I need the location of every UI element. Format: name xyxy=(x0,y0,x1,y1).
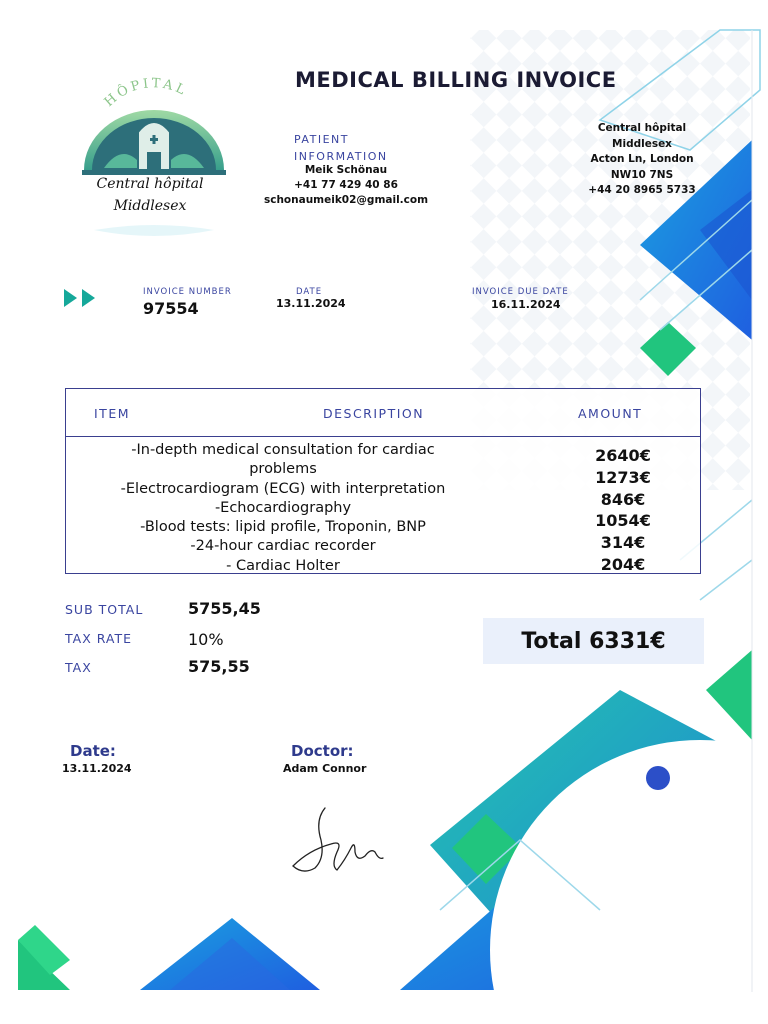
patient-email: schonaumeik02@gmail.com xyxy=(263,194,429,206)
logo-caption-line1: Central hôpital xyxy=(96,176,204,192)
description-line: -In-depth medical consultation for cardiac xyxy=(131,442,435,458)
patient-details xyxy=(262,163,430,208)
invoice-number-label: INVOICE NUMBER xyxy=(143,287,232,297)
footer-date-label: Date: xyxy=(70,742,116,760)
invoice-date-label: DATE xyxy=(296,287,323,297)
hospital-address xyxy=(586,121,698,199)
table-header-divider xyxy=(66,436,700,437)
column-header-item: ITEM xyxy=(94,406,131,421)
doctor-signature xyxy=(285,800,395,880)
hospital-address-line1: Acton Ln, London xyxy=(590,153,694,165)
description-line: problems xyxy=(249,461,317,478)
description-line: -24-hour cardiac recorder xyxy=(190,538,376,555)
logo-caption xyxy=(70,173,230,217)
description-line: -Echocardiography xyxy=(214,499,352,516)
amount-value: 1273€ xyxy=(595,467,651,487)
amount-value: 314€ xyxy=(600,533,646,553)
tax-rate-value: 10% xyxy=(188,630,224,649)
invoice-due-date: 16.11.2024 xyxy=(491,298,561,311)
patient-label-line2: INFORMATION xyxy=(294,150,388,163)
footer-date: 13.11.2024 xyxy=(62,762,132,775)
tax-label: TAX xyxy=(65,660,92,675)
description-line: -Electrocardiogram (ECG) with interpretation xyxy=(120,480,446,497)
doctor-label: Doctor: xyxy=(291,742,354,760)
amount-column xyxy=(594,445,652,576)
tax-value: 575,55 xyxy=(188,657,250,676)
svg-text:HÔPITAL xyxy=(102,76,190,110)
patient-name: Meik Schönau xyxy=(304,164,388,176)
double-arrow-icon xyxy=(64,287,98,309)
invoice-date: 13.11.2024 xyxy=(276,297,346,310)
invoice-due-date-label: INVOICE DUE DATE xyxy=(472,287,569,297)
amount-value: 1054€ xyxy=(595,511,651,531)
logo-arc-text: HÔPITAL xyxy=(101,76,190,110)
items-table xyxy=(65,388,701,574)
patient-section-label xyxy=(294,131,414,165)
description-line: - Cardiac Holter xyxy=(226,557,340,574)
hospital-logo xyxy=(74,70,234,250)
column-header-amount: AMOUNT xyxy=(578,406,643,421)
amount-value: 846€ xyxy=(600,489,646,509)
invoice-number: 97554 xyxy=(143,299,199,318)
hospital-name-line1: Central hôpital xyxy=(597,122,687,134)
tax-rate-label: TAX RATE xyxy=(65,631,133,646)
invoice-title: MEDICAL BILLING INVOICE xyxy=(295,68,617,92)
total-box: Total 6331€ xyxy=(483,618,704,664)
logo-caption-line2: Middlesex xyxy=(113,198,187,214)
description-line: -Blood tests: lipid profile, Troponin, BNP xyxy=(140,519,426,536)
subtotal-label: SUB TOTAL xyxy=(65,602,144,617)
column-header-description: DESCRIPTION xyxy=(323,406,425,421)
amount-value: 204€ xyxy=(600,554,646,574)
subtotal-value: 5755,45 xyxy=(188,599,261,618)
hospital-address-line2: NW10 7NS xyxy=(610,168,674,181)
amount-value: 2640€ xyxy=(595,446,651,465)
hospital-name-line2: Middlesex xyxy=(612,137,672,150)
doctor-name: Adam Connor xyxy=(283,762,367,775)
patient-phone: +41 77 429 40 86 xyxy=(294,179,398,191)
patient-label-line1: PATIENT xyxy=(294,133,349,146)
hospital-phone: +44 20 8965 5733 xyxy=(588,184,696,196)
description-column xyxy=(66,441,500,576)
